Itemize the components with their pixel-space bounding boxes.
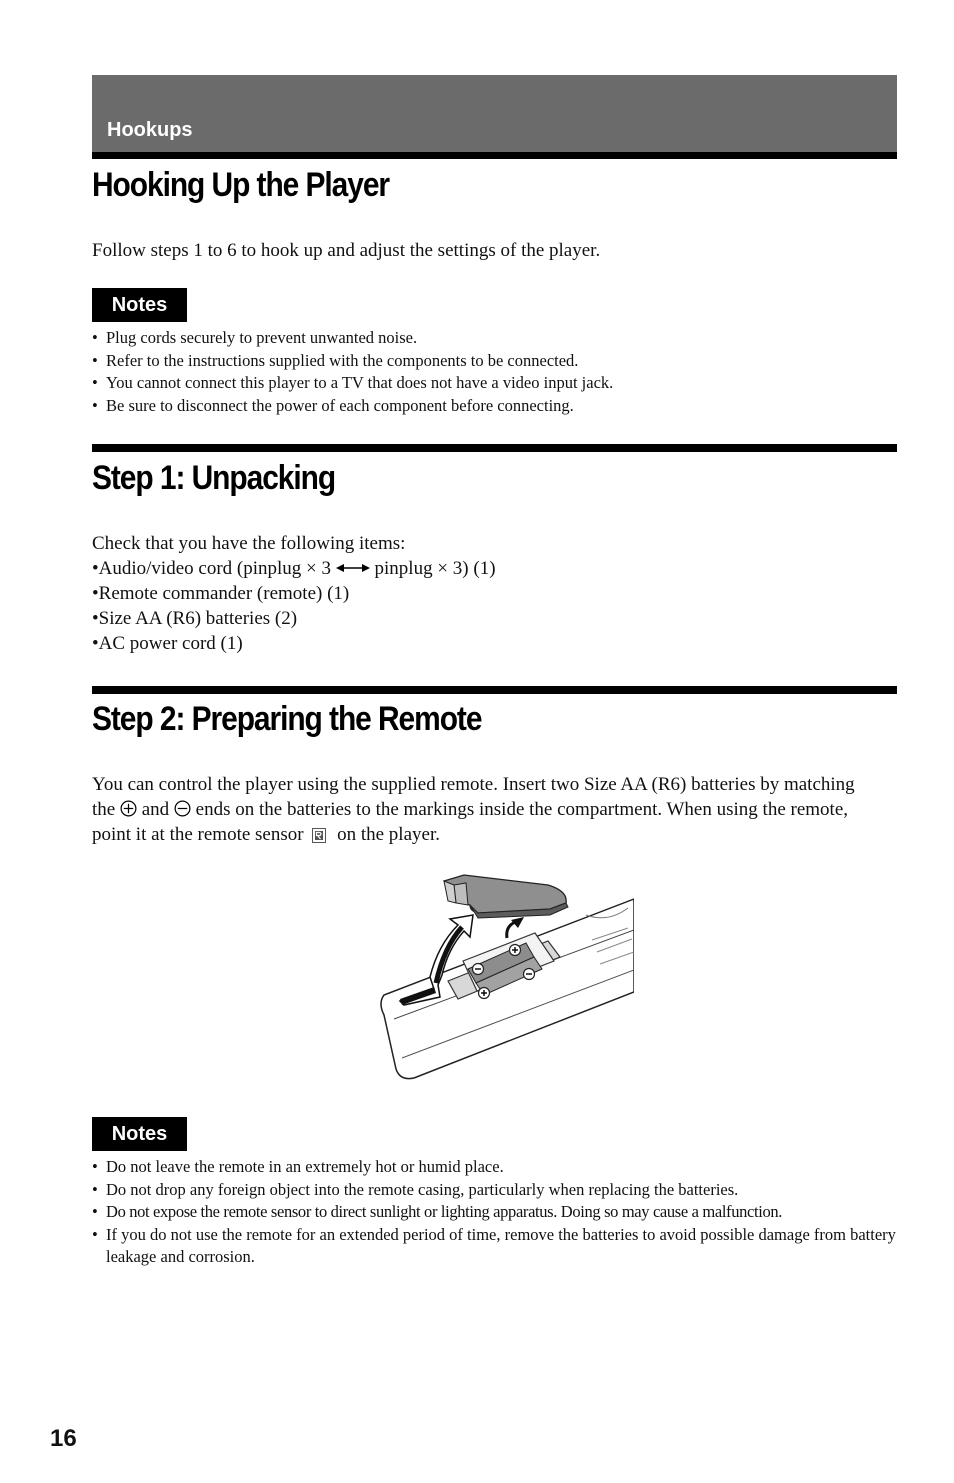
notes-badge: Notes xyxy=(92,288,187,322)
step2-rule xyxy=(92,686,897,694)
note-item: • Be sure to disconnect the power of each component before connecting. xyxy=(92,395,897,418)
remote-battery-illustration xyxy=(378,873,634,1081)
note-item: • You cannot connect this player to a TV that does not have a video input jack. xyxy=(92,372,897,395)
step2-notes-list xyxy=(92,1156,897,1269)
step1-rule xyxy=(92,444,897,452)
notes-badge: Notes xyxy=(92,1117,187,1151)
step2-body xyxy=(92,772,882,847)
double-arrow-icon xyxy=(336,562,370,574)
step2-text: ends on the batteries to the markings inside the compartment. When using the remote, point it at the remote sensor xyxy=(92,799,849,845)
page-number: 16 xyxy=(50,1425,77,1452)
hookup-intro: Follow steps 1 to 6 to hook up and adjust the settings of the player. xyxy=(92,240,601,261)
item-text: pinplug × 3) (1) xyxy=(374,558,496,579)
note-item: • Do not leave the remote in an extremely hot or humid place. xyxy=(92,1156,897,1179)
list-item: • Remote commander (remote) (1) xyxy=(92,581,892,606)
section-label: Hookups xyxy=(107,119,193,141)
note-item: • Refer to the instructions supplied with the components to be connected. xyxy=(92,350,897,373)
note-item: • Do not drop any foreign object into the remote casing, particularly when replacing the batteries. xyxy=(92,1179,897,1202)
step2-title: Step 2: Preparing the Remote xyxy=(92,700,482,738)
step1-body xyxy=(92,531,892,656)
minus-circle-icon xyxy=(174,800,191,817)
item-text: Audio/video cord (pinplug × 3 xyxy=(98,558,332,579)
step1-title: Step 1: Unpacking xyxy=(92,459,336,497)
note-item: • Plug cords securely to prevent unwanted noise. xyxy=(92,327,897,350)
list-item: • Size AA (R6) batteries (2) xyxy=(92,606,892,631)
section-header-bar xyxy=(92,75,897,152)
hookup-title: Hooking Up the Player xyxy=(92,166,390,204)
step2-text: on the player. xyxy=(337,824,440,845)
remote-sensor-icon xyxy=(312,828,326,843)
plus-circle-icon xyxy=(120,800,137,817)
list-item xyxy=(92,556,892,581)
note-item: • Do not expose the remote sensor to direct sunlight or lighting apparatus. Doing so may cause a malfunction. xyxy=(92,1201,897,1224)
step1-items xyxy=(92,556,892,656)
step2-text: You can control the player using the supplied remote. Insert two Size AA (R6) batteries by matching the xyxy=(92,774,855,820)
step2-text: and xyxy=(141,799,170,820)
step1-intro: Check that you have the following items: xyxy=(92,533,406,554)
note-item: • If you do not use the remote for an extended period of time, remove the batteries to avoid possible damage from battery leakage and corrosion. xyxy=(92,1224,897,1269)
hookup-notes-list xyxy=(92,327,897,417)
section-rule xyxy=(92,152,897,159)
list-item: • AC power cord (1) xyxy=(92,631,892,656)
